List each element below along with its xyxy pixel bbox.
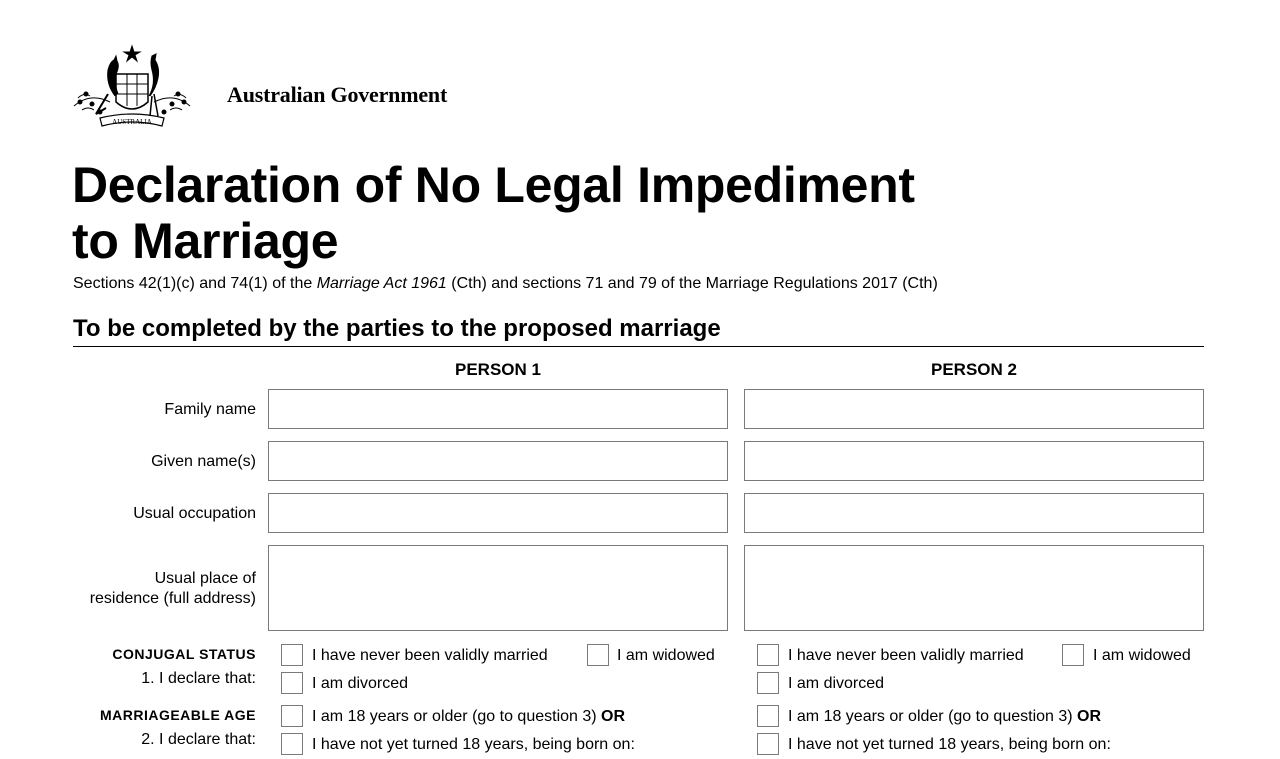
person-1-header: PERSON 1 <box>455 360 541 379</box>
person1-divorced-checkbox[interactable] <box>281 672 303 694</box>
person2-residence-input[interactable] <box>744 545 1204 631</box>
person2-under-18-checkbox[interactable] <box>757 733 779 755</box>
person1-divorced-label: I am divorced <box>312 675 409 692</box>
title-line-1: Declaration of No Legal Impediment <box>72 157 915 213</box>
divider <box>73 346 1204 347</box>
person2-family-name-input[interactable] <box>744 389 1204 429</box>
person2-divorced-label: I am divorced <box>788 675 885 692</box>
document-title <box>72 157 1072 269</box>
person2-occupation-input[interactable] <box>744 493 1204 533</box>
person1-over-18-label: I am 18 years or older (go to question 3) OR <box>312 708 626 725</box>
person1-given-names-input[interactable] <box>268 441 728 481</box>
person2-divorced-checkbox[interactable] <box>757 672 779 694</box>
residence-label: Usual place of residence (full address) <box>89 570 256 607</box>
person2-widowed-label: I am widowed <box>1093 647 1191 664</box>
person2-under-18-label: I have not yet turned 18 years, being born on: <box>788 736 1111 753</box>
given-names-label: Given name(s) <box>151 453 256 470</box>
person1-widowed-label: I am widowed <box>617 647 715 664</box>
person1-family-name-input[interactable] <box>268 389 728 429</box>
coat-of-arms-logo <box>70 44 194 136</box>
person-2-header: PERSON 2 <box>931 360 1017 379</box>
section-heading: To be completed by the parties to the proposed marriage <box>73 315 721 342</box>
person1-never-married-label: I have never been validly married <box>312 647 548 664</box>
person2-never-married-label: I have never been validly married <box>788 647 1024 664</box>
person2-never-married-checkbox[interactable] <box>757 644 779 666</box>
person2-given-names-input[interactable] <box>744 441 1204 481</box>
legal-reference: Sections 42(1)(c) and 74(1) of the Marriage Act 1961 (Cth) and sections 71 and 79 of the Marriage Regulations 2017 (Cth) <box>73 275 938 292</box>
title-line-2: to Marriage <box>72 213 339 269</box>
family-name-label: Family name <box>164 401 256 418</box>
person1-under-18-checkbox[interactable] <box>281 733 303 755</box>
person1-widowed-checkbox[interactable] <box>587 644 609 666</box>
svg-text:AUSTRALIA: AUSTRALIA <box>112 118 152 126</box>
government-title: Australian Government <box>227 82 448 107</box>
marriageable-age-prompt: 2. I declare that: <box>141 731 256 748</box>
occupation-label: Usual occupation <box>133 505 256 522</box>
act-name: Marriage Act 1961 <box>316 275 447 292</box>
person1-occupation-input[interactable] <box>268 493 728 533</box>
person1-under-18-label: I have not yet turned 18 years, being born on: <box>312 736 635 753</box>
marriageable-age-heading: MARRIAGEABLE AGE <box>99 707 256 723</box>
person1-over-18-checkbox[interactable] <box>281 705 303 727</box>
person2-over-18-label: I am 18 years or older (go to question 3) OR <box>788 708 1102 725</box>
person2-widowed-checkbox[interactable] <box>1062 644 1084 666</box>
person1-never-married-checkbox[interactable] <box>281 644 303 666</box>
person1-residence-input[interactable] <box>268 545 728 631</box>
conjugal-status-prompt: 1. I declare that: <box>141 670 256 687</box>
conjugal-status-heading: CONJUGAL STATUS <box>112 646 256 662</box>
person2-over-18-checkbox[interactable] <box>757 705 779 727</box>
